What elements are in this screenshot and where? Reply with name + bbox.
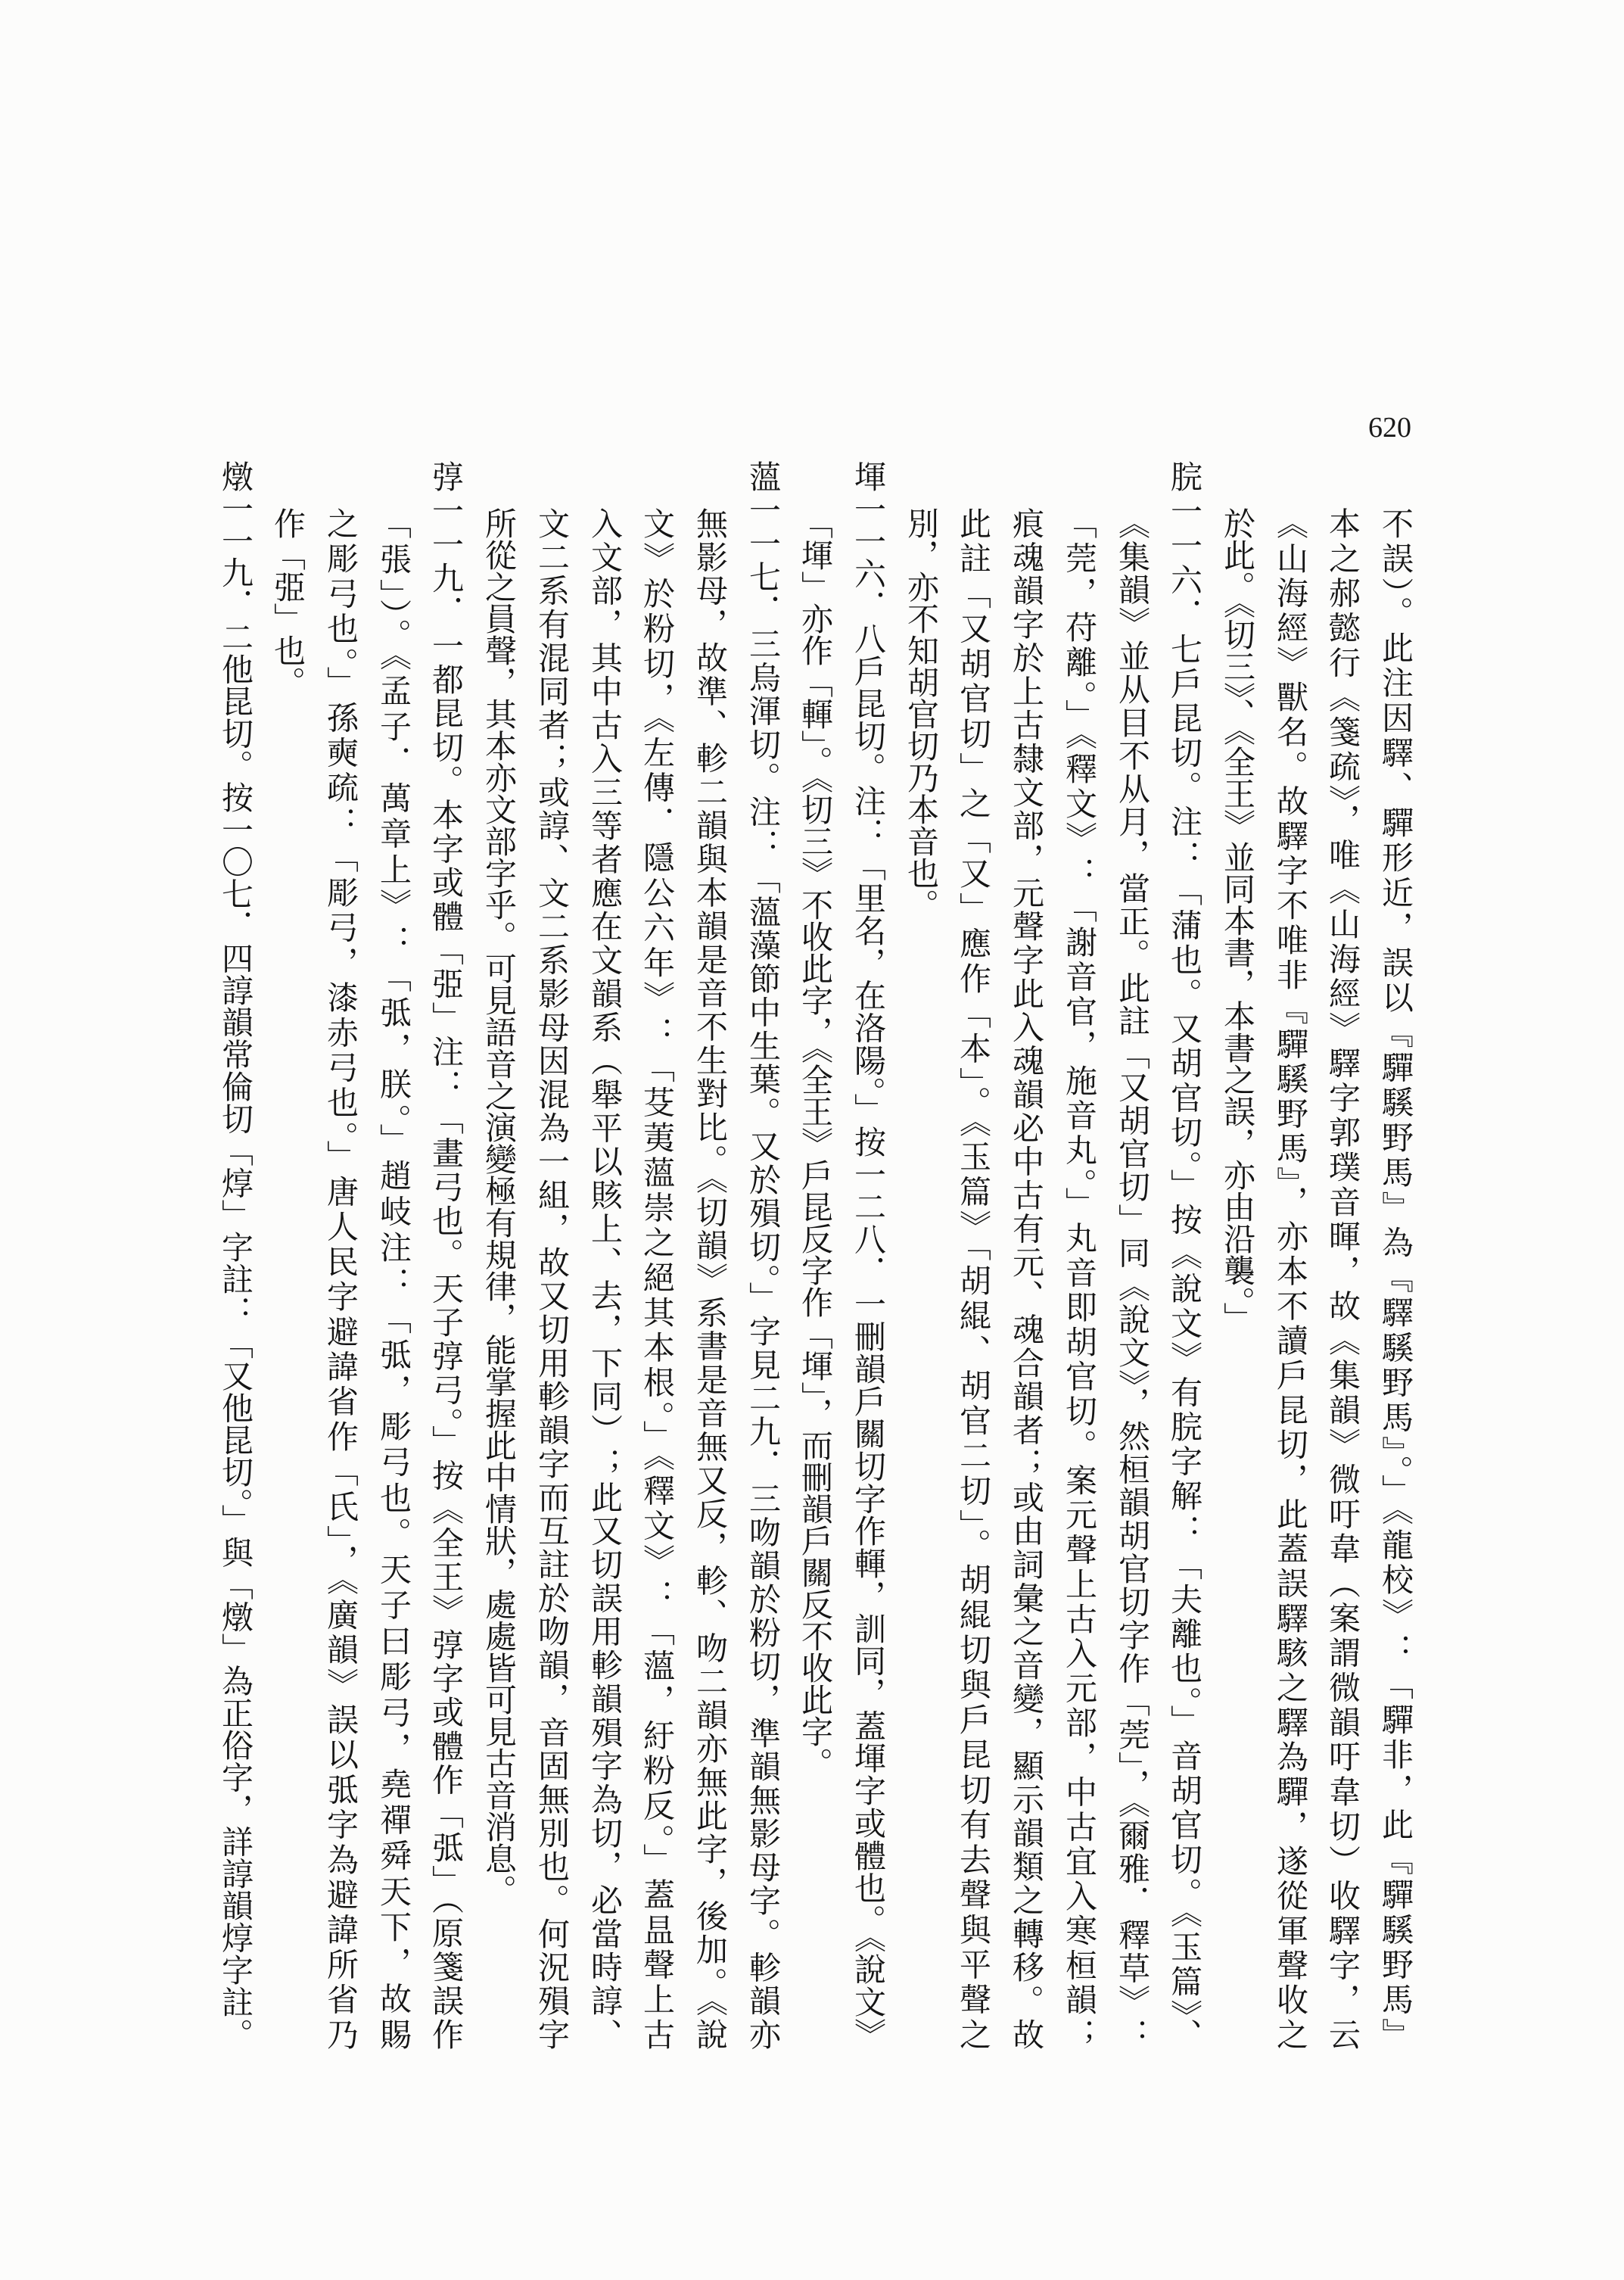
text-column: 《山海經》獸名。故驛字不唯非『驒騱野馬』，亦本不讀戶昆切，此蓋誤驛駭之驛為驒，遂從軍聲收之 (1272, 507, 1309, 2050)
text-column: 此註「又胡官切」之「又」應作「本」。《玉篇》「胡緄、胡官二切」。胡緄切與戶昆切有去聲與平聲之 (955, 507, 992, 2050)
text-column: 入文部，其中古入三等者應在文韻系（舉平以賅上、去，下同）；此又切誤用軫韻殞字為切，必當時諄、 (586, 507, 624, 2050)
text-column: 之彫弓也。」孫奭疏：「彫弓，漆赤弓也。」唐人民字避諱省作「氏」，《廣韻》誤以弤字為避諱所省乃 (322, 507, 359, 2050)
text-column: 文二系有混同者；或諄、文二系影母因混為一組，故又切用軫韻字而互註於吻韻，音固無別也。何況殞字 (534, 507, 571, 2050)
entry-head-column: 燉一一九．二他昆切。按一〇七．四諄韻常倫切「焞」字註：「又他昆切。」與「燉」為正俗字，詳諄韻焞字註。 (217, 460, 254, 2050)
entry-head-column: 薀一一七．三烏渾切。注：「薀藻節中生葉。又於殞切。」字見二九．三吻韻於粉切，準韻無影母字。軫韻亦 (745, 460, 782, 2050)
text-column: 不誤）。此注因驛、驒形近，誤以『驒騱野馬』為『驛騱野馬』。」《龍校》：「驒非，此『驒騱野馬』 (1377, 507, 1414, 2050)
text-column: 文》於粉切，《左傳．隱公六年》：「芟荑薀崇之絕其本根。」《釋文》：「薀，紆粉反。」蓋昷聲上古 (639, 507, 676, 2050)
text-column: 痕魂韻字於上古隸文部，元聲字此入魂韻必中古有元、魂合韻者；或由詞彙之音變，顯示韻類之轉移。故 (1008, 507, 1045, 2050)
entry-head-column: 堚一一六．八戶昆切。注：「里名，在洛陽。」按一二八．一刪韻戶關切字作䡣，訓同，蓋堚字或體也。《說文》 (850, 460, 887, 2050)
entry-head-column: 脘一一六．七戶昆切。注：「蒲也。又胡官切。」按《說文》有脘字解：「夫離也。」音胡官切。《玉篇》、 (1166, 460, 1203, 2050)
entry-head-column: 弴一一九．一都昆切。本字或體「弫」注：「畫弓也。天子弴弓。」按《全王》弴字或體作「弤」（原箋誤作 (428, 460, 465, 2050)
text-column: 「張」）。《孟子．萬章上》：「弤，朕。」趙岐注：「弤，彫弓也。天子曰彫弓，堯禪舜天下，故賜 (375, 507, 412, 2050)
text-column: 別，亦不知胡官切乃本音也。 (903, 507, 940, 920)
text-column: 無影母，故準、軫二韻與本韻是音不生對比。《切韻》系書是音無又反，軫、吻二韻亦無此字，後加。《說 (692, 507, 729, 2050)
text-column: 《集韻》並从目不从月，當正。此註「又胡官切」同《說文》，然桓韻胡官切字作「莞」，《爾雅．釋草》： (1114, 507, 1151, 2050)
text-column: 於此。《切三》、《全王》並同本書，本書之誤，亦由沿襲。」 (1219, 507, 1256, 1334)
text-column: 「堚」亦作「䡣」。《切三》不收此字，《全王》戶昆反字作「堚」，而刪韻戶關反不收此字。 (797, 507, 834, 1779)
text-column: 「莞，苻離。」《釋文》：「謝音官，施音丸。」丸音即胡官切。案元聲上古入元部，中古宜入寒桓韻； (1061, 507, 1098, 2050)
page-number: 620 (1368, 412, 1411, 444)
text-column: 作「弫」也。 (269, 507, 306, 698)
text-column: 本之郝懿行《箋疏》，唯《山海經》驛字郭璞音暉，故《集韻》微吁韋（案謂微韻吁韋切）收驛字，云 (1324, 507, 1361, 2050)
text-column: 所從之員聲，其本亦文部字乎。可見語音之演變極有規律，能掌握此中情狀，處處皆可見古音消息。 (481, 507, 518, 1906)
